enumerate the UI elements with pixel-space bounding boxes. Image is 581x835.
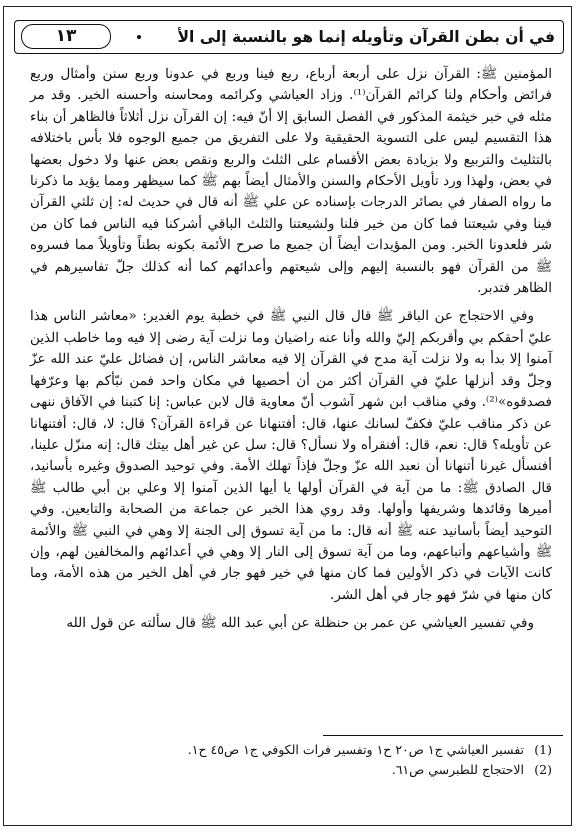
footnote-number: (1) [534,742,552,757]
running-header [14,20,564,54]
header-title: في أن بطن القرآن وتأويله إنما هو بالنسبة إلى الأ [177,28,555,46]
footnote-separator [323,735,563,736]
footnote-text: تفسير العياشي ج١ ص٢٠ ح١ وتفسير فرات الكوفي ج١ ص٤٥ ح١. [187,742,525,757]
paragraph-3: وفي تفسير العياشي عن عمر بن حنظلة عن أبي عبد الله ﷺ قال سألته عن قول الله [66,615,534,632]
header-dot [137,35,141,39]
paragraph-2: وفي الاحتجاج عن الباقر ﷺ قال قال النبي ﷺ في خطبة يوم الغدير: «معاشر الناس هذا عليّ أحقكم بي وأقربكم إليّ والله وأنا عنه راضيان وما نزلت آية رضى إلا فيه وما خاطب الذين آمنوا إلا بدأ به ولا نزلت آية مدح في القرآن إلا فيه معاشر الناس، إن فضائل عليّ عند الله عزّ وجلّ وقد أنزلها عليّ في القرآن أكثر من أن أحصيها في مكان واحد فمن نبّأكم بها وعرّفها فصدقوه»⁽²⁾. وفي مناقب ابن شهر آشوب أنّ معاوية قال لابن عباس: إنا كتبنا في الآفاق ننهى عن ذكر مناقب عليّ فكفّ لسانك عنها، قال: أفتنهانا عن قراءة القرآن؟ قال: لا، قال: أفتنهانا عن تأويله؟ قال: نعم، قال: أفنقرأه ولا نسأل؟ قال: سل عن غير أهل بيتك قال: إنه منزّل علينا، أفنسأل غيرنا أتنهانا أن نعبد الله عزّ وجلّ فإذاً تهلك الأمة. وفي توحيد الصدوق وغيره بأسانيد، قال الصادق ﷺ: ما من آية في القرآن أولها يا أيها الذين آمنوا إلا وعلي بن أبي طالب ﷺ أميرها وقائدها وشريفها وأولها. وقد روي هذا الخبر عن جماعة من الصحابة والتابعين. وفي التوحيد أيضاً بأسانيد عنه ﷺ أنه قال: ما من آية تسوق إلى الجنة إلا وهي في النبي ﷺ والأئمة ﷺ وأشياعهم وأتباعهم، وما من آية تسوق إلى النار إلا وهي في أعدائهم والمخالفين لهم، وإن كانت الآيات في ذكر الأولين فما كان منها في خير فهو جار في أهل الخير من هذه الأمة، وما كان منها في شرّ فهو جار في أهل الشر. [30,308,552,603]
footnote-text: الاحتجاج للطبرسي ص٦١. [391,762,525,777]
main-text [30,64,552,635]
footnote-1 [30,740,552,760]
footnote-number: (2) [534,762,552,777]
footnote-2 [30,760,552,780]
page-number: ١٣ [21,24,111,49]
paragraph-1: المؤمنين ﷺ: القرآن نزل على أربعة أرباع، ربع فينا وربع في عدونا وربع سنن وأمثال وربع فرائض وأحكام ولنا كرائم القرآن⁽¹⁾. وزاد العياشي وكرائمه ومحاسنه وأحسنه الخير. وقد مر مثله في خبر خيثمة المذكور في الفصل السابق إلا أنّ فيه: إن القرآن نزل أثلاثاً فالظاهر أن بناء هذا التقسيم ليس على التسوية الحقيقية ولا على التفريق من جميع الوجوه فلا بأس باختلافه بالتثليث والتربيع ولا بزيادة بعض الأقسام على الثلث والربع ونقص بعض عنها ولا دخول بعضها في بعض، ولهذا ورد تأويل الأحكام والسنن والأمثال أيضاً بهم ﷺ كما سيظهر ومما يؤيد ما ذكرنا ما رواه الصفار في بصائر الدرجات بإسناده عن علي ﷺ أنه قال في حديث له: إن ثلثي القرآن فينا وفي شيعتنا فما كان من خير فلنا ولشيعتنا والثلث الباقي أشركنا فيه الناس فما كان من شر فلعدونا الخبر. ومن المؤيدات أيضاً أن جميع ما صرح الأئمة بكونه بطناً وتأويلاً مما فسروه ﷺ من القرآن فهو بالنسبة إليهم وإلى شيعتهم وأعدائهم كما أنه كذلك جلّ تفاسيرهم في الظاهر فتدبر. [30,66,552,297]
footnotes [30,740,552,780]
